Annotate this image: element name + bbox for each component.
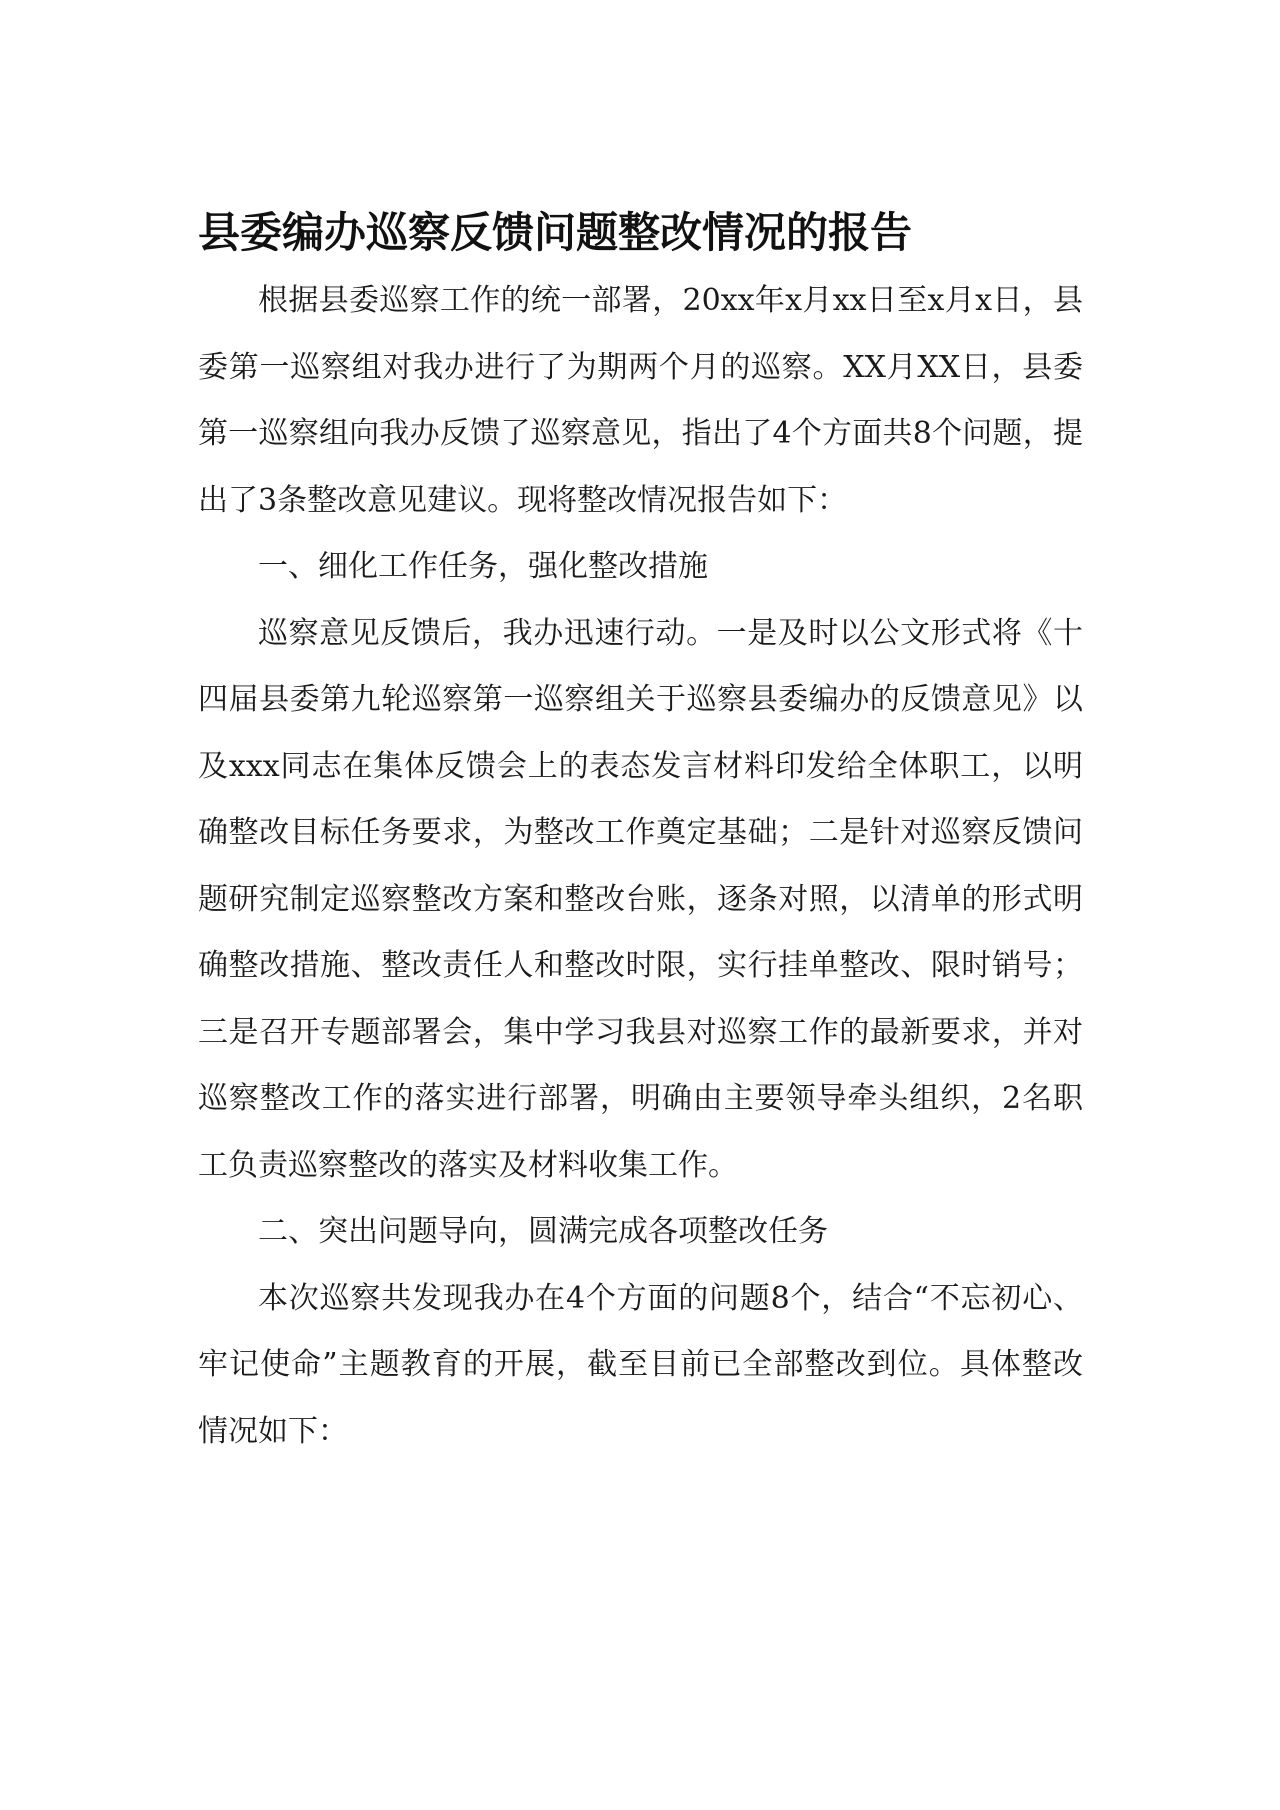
paragraph-intro: 根据县委巡察工作的统一部署，20xx年x月xx日至x月x日，县委第一巡察组对我办进行了为期两个月的巡察。XX月XX日，县委第一巡察组向我办反馈了巡察意见，指出了4个方面共8个问题，提出了3条整改意见建议。现将整改情况报告如下： <box>198 283 1083 518</box>
document-title: 县委编办巡察反馈问题整改情况的报告 <box>198 208 913 257</box>
paragraph-section-1: 巡察意见反馈后，我办迅速行动。一是及时以公文形式将《十四届县委第九轮巡察第一巡察组关于巡察县委编办的反馈意见》以及xxx同志在集体反馈会上的表态发言材料印发给全体职工，以明确整改目标任务要求，为整改工作奠定基础；二是针对巡察反馈问题研究制定巡察整改方案和整改台账，逐条对照，以清单的形式明确整改措施、整改责任人和整改时限，实行挂单整改、限时销号；三是召开专题部署会，集中学习我县对巡察工作的最新要求，并对巡察整改工作的落实进行部署，明确由主要领导牵头组织，2名职工负责巡察整改的落实及材料收集工作。 <box>198 615 1083 1183</box>
section-heading-1: 一、细化工作任务，强化整改措施 <box>258 549 708 584</box>
paragraph-section-2: 本次巡察共发现我办在4个方面的问题8个，结合“不忘初心、牢记使命”主题教育的开展，截至目前已全部整改到位。具体整改情况如下： <box>198 1280 1083 1449</box>
section-heading-2: 二、突出问题导向，圆满完成各项整改任务 <box>258 1214 828 1249</box>
document-body <box>198 268 1083 1465</box>
